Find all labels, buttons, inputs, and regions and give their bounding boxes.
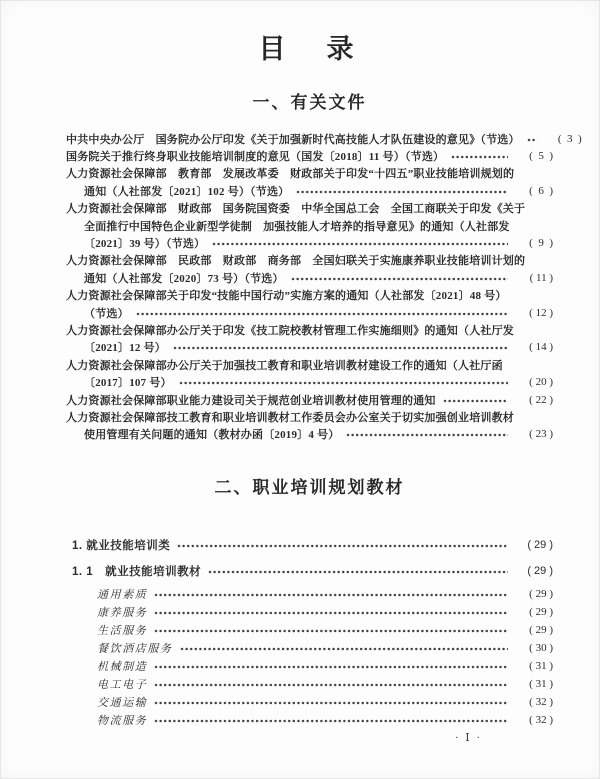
toc-entry-continuation <box>66 217 553 234</box>
toc-entry <box>66 321 553 338</box>
toc-category <box>66 693 553 711</box>
dot-leader <box>346 431 508 439</box>
page-number: ( 29 ) <box>529 624 553 637</box>
toc-entry <box>66 252 553 269</box>
page-number: ( 23 ) <box>529 428 553 441</box>
toc-entry-text: 人力资源社会保障部职业能力建设司关于规范创业培训教材使用管理的通知 <box>66 394 436 407</box>
toc-entry-text: 人力资源社会保障部 财政部 国务院国资委 中华全国总工会 全国工商联关于印发《关于 <box>66 203 526 216</box>
toc-entry-text: 使用管理有关问题的通知（教材办函〔2019〕4 号） <box>84 429 340 442</box>
toc-entry-text: 生活服务 <box>97 625 148 638</box>
toc-category <box>66 657 553 675</box>
page-number: ( 29 ) <box>529 588 553 601</box>
toc-entry-text: （节选） <box>84 307 129 320</box>
toc-entry-text: 人力资源社会保障部 教育部 发展改革委 财政部关于印发“十四五”职业技能培训规划的 <box>66 168 515 181</box>
toc-entry-text: 通知（人社部发〔2020〕73 号）（节选） <box>84 272 284 285</box>
page-number: ( 30 ) <box>529 642 553 655</box>
toc-entry-text: 人力资源社会保障部办公厅关于印发《技工院校教材管理工作实施细则》的通知（人社厅发 <box>66 324 514 337</box>
page-title: 目 录 <box>258 34 361 64</box>
toc-entry <box>66 391 553 408</box>
page-number: ( 20 ) <box>529 376 553 389</box>
toc-entry <box>66 147 553 164</box>
toc-entry-text: 人力资源社会保障部 民政部 财政部 商务部 全国妇联关于实施康养职业技能培训计划的 <box>66 255 526 268</box>
section2-numbered-list <box>66 535 553 581</box>
toc-entry-text: 通知（人社部发〔2021〕102 号）（节选） <box>84 185 290 198</box>
dot-leader <box>154 663 508 671</box>
toc-entry-text: 国务院关于推行终身职业技能培训制度的意见（国发〔2018〕11 号）（节选） <box>66 151 445 164</box>
toc-numbered-item <box>66 535 553 555</box>
toc-entry-text: 机械制造 <box>97 661 148 674</box>
dot-leader <box>154 627 508 635</box>
dot-leader <box>296 188 508 196</box>
toc-entry-text: 〔2017〕107 号） <box>84 377 172 390</box>
toc-entry-text: 人力资源社会保障部关于印发“技能中国行动”实施方案的通知（人社部发〔2021〕48 号） <box>66 290 507 303</box>
toc-category <box>66 711 553 729</box>
dot-leader <box>177 542 508 550</box>
dot-leader <box>451 153 508 161</box>
dot-leader <box>154 699 508 707</box>
toc-entry-continuation <box>66 426 553 443</box>
toc-entry-text: 人力资源社会保障部技工教育和职业培训教材工作委员会办公室关于切实加强创业培训教材 <box>66 411 514 424</box>
dot-leader <box>179 379 508 387</box>
toc-category <box>66 585 553 603</box>
dot-leader <box>154 717 508 725</box>
toc-entry-text: 中共中央办公厅 国务院办公厅印发《关于加强新时代高技能人才队伍建设的意见》（节选） <box>66 133 520 146</box>
page-number: ( 29 ) <box>529 606 553 619</box>
dot-leader <box>527 136 537 144</box>
page-number: ( 6 ) <box>529 184 553 197</box>
toc-category <box>66 621 553 639</box>
dot-leader <box>136 310 508 318</box>
toc-entry-text: 电工电子 <box>97 679 148 692</box>
page-number: ( 22 ) <box>529 393 553 406</box>
page-number: ( 31 ) <box>529 678 553 691</box>
dot-leader <box>291 275 508 283</box>
page-number: ( 11 ) <box>529 271 553 284</box>
dot-leader <box>212 240 508 248</box>
toc-category <box>66 675 553 693</box>
toc-entry-continuation <box>66 182 553 199</box>
dot-leader <box>173 344 508 352</box>
page-number: ( 32 ) <box>529 714 553 727</box>
toc-entry-text: 餐饮酒店服务 <box>97 643 173 656</box>
toc-category <box>66 639 553 657</box>
toc-entry-continuation <box>66 339 553 356</box>
toc-entry <box>66 287 553 304</box>
toc-entry-text: 〔2021〕12 号） <box>84 342 166 355</box>
dot-leader <box>443 397 508 405</box>
toc-entry-continuation <box>66 234 553 251</box>
page-number: ( 14 ) <box>529 341 553 354</box>
page-number: ( 12 ) <box>529 306 553 319</box>
toc-entry-text: 通用素质 <box>97 589 148 602</box>
page-number: ( 3 ) <box>557 132 582 145</box>
toc-entry-text: 物流服务 <box>97 715 148 728</box>
section2-heading: 二、职业培训规划教材 <box>214 478 405 498</box>
dot-leader <box>180 645 508 653</box>
toc-entry <box>66 356 553 373</box>
toc-category <box>66 603 553 621</box>
toc-entry <box>66 200 553 217</box>
toc-entry-text: 1. 1 就业技能培训教材 <box>72 566 202 579</box>
page-number: ( 29 ) <box>527 539 553 552</box>
dot-leader <box>208 568 508 576</box>
toc-entry-text: 〔2021〕39 号）（节选） <box>84 238 206 251</box>
section1-heading: 一、有关文件 <box>252 93 367 112</box>
page-number: ( 32 ) <box>529 696 553 709</box>
page-number: ( 5 ) <box>529 150 553 163</box>
toc-entry-text: 康养服务 <box>97 607 148 620</box>
toc-entry-continuation <box>66 373 553 390</box>
toc-entry <box>66 408 553 425</box>
toc-numbered-item <box>66 561 553 581</box>
folio-page-number: · Ⅰ · <box>454 732 482 745</box>
section1-toc-list <box>66 130 582 443</box>
toc-entry <box>66 165 553 182</box>
toc-entry-continuation <box>66 304 553 321</box>
toc-entry-text: 全面推行中国特色企业新型学徒制 加强技能人才培养的指导意见》的通知（人社部发 <box>84 220 510 233</box>
toc-entry-continuation <box>66 269 553 286</box>
toc-entry <box>66 130 582 147</box>
page-number: ( 29 ) <box>527 565 553 578</box>
dot-leader <box>154 681 508 689</box>
page-number: ( 9 ) <box>529 237 553 250</box>
toc-entry-text: 1. 就业技能培训类 <box>72 540 171 553</box>
toc-entry-text: 交通运输 <box>97 697 148 710</box>
toc-entry-text: 人力资源社会保障部办公厅关于加强技工教育和职业培训教材建设工作的通知（人社厅函 <box>66 359 503 372</box>
page-number: ( 31 ) <box>529 660 553 673</box>
dot-leader <box>154 591 508 599</box>
section2-category-list <box>66 585 553 729</box>
dot-leader <box>154 609 508 617</box>
